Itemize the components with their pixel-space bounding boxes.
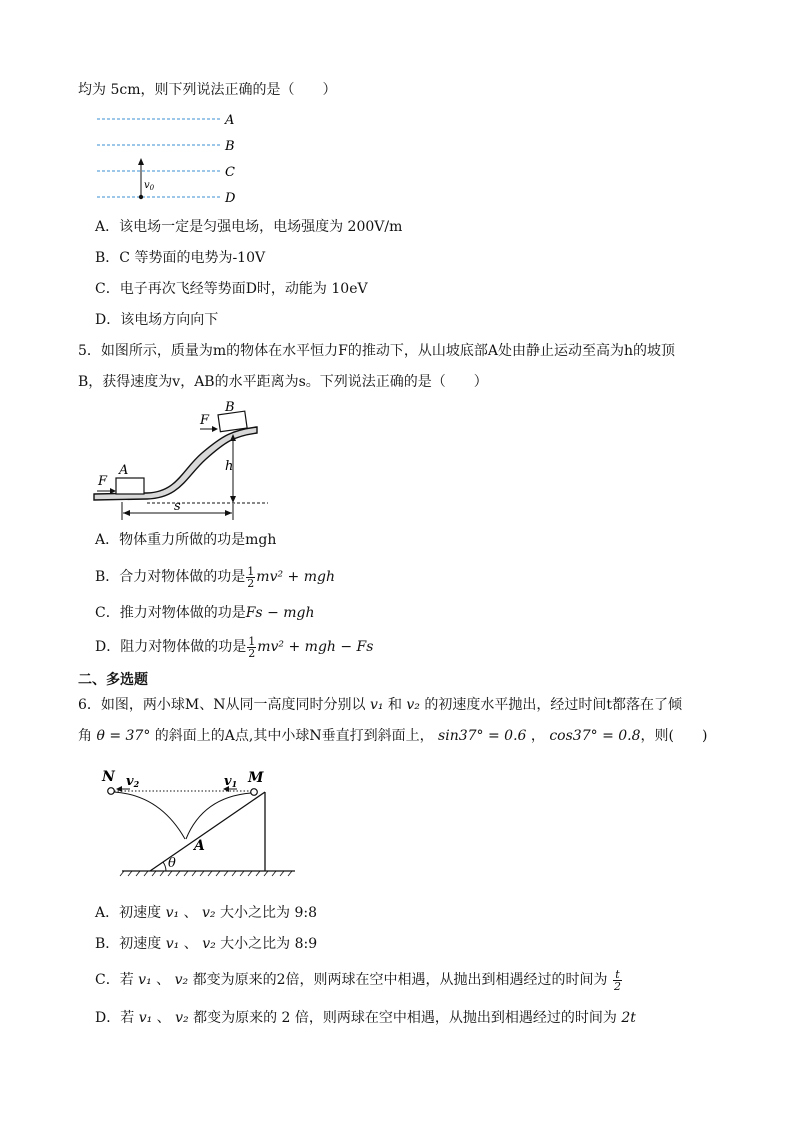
trajectory-n <box>114 792 185 839</box>
trajectory-m <box>186 793 251 839</box>
label-d: D <box>225 191 236 206</box>
ball-n <box>108 788 115 795</box>
q5-figure <box>92 398 282 523</box>
q5-option-b: B．合力对物体做的功是 $\frac{1}{2}$ mv² + mgh <box>95 564 335 590</box>
label-v1: v1 <box>224 774 238 789</box>
force-a-label: F <box>98 474 108 489</box>
label-a: A <box>225 113 235 128</box>
q4-option-a: A．该电场一定是匀强电场，电场强度为 200V/m <box>95 219 403 235</box>
q4-option-b: B．C 等势面的电势为-10V <box>95 250 266 266</box>
q6-figure <box>100 765 300 875</box>
ground-hatching <box>120 871 292 876</box>
label-theta: θ <box>168 856 176 871</box>
q6-option-d: D．若 v₁ 、 v₂ 都变为原来的 2 倍，则两球在空中相遇，从抛出到相遇经过的时间为 2t <box>95 1010 636 1026</box>
label-n: N <box>102 769 115 785</box>
ball-m <box>251 789 258 796</box>
q5-option-c: C．推力对物体做的功是Fs − mgh <box>95 605 315 621</box>
q4-option-d: D．该电场方向向下 <box>95 312 219 328</box>
q6-option-b: B．初速度 v₁ 、 v₂ 大小之比为 8:9 <box>95 936 318 952</box>
label-m: M <box>248 770 264 786</box>
fraction: $\frac{1}{2}$ <box>247 564 255 590</box>
label-point-a: A <box>194 838 205 854</box>
q5-option-a: A．物体重力所做的功是mgh <box>95 532 277 548</box>
block-a <box>116 478 144 494</box>
height-label: h <box>225 459 234 474</box>
label-v2: v2 <box>126 774 140 789</box>
q5-stem-line2: B，获得速度为v，AB的水平距离为s。下列说法正确的是（ ） <box>78 374 488 390</box>
q6-stem-line1: 6．如图，两小球M、N从同一高度同时分别以 v₁ 和 v₂ 的初速度水平抛出，经过时间t都落在了倾 <box>78 697 682 713</box>
angle-arc <box>163 862 166 871</box>
force-b-label: F <box>200 413 210 428</box>
q4-stem-tail: 均为 5cm，则下列说法正确的是（ ） <box>78 82 337 98</box>
v0-label: $v_0$ <box>144 180 155 192</box>
q5-option-d: D．阻力对物体做的功是 $\frac{1}{2}$ mv² + mgh − Fs <box>95 634 374 660</box>
section-title: 二、多选题 <box>78 672 148 688</box>
fraction: $\frac{1}{2}$ <box>248 634 256 660</box>
fraction: $\frac{t}{2}$ <box>613 967 621 993</box>
q4-figure <box>95 108 255 208</box>
distance-label: s <box>174 499 181 514</box>
label-c: C <box>225 165 235 180</box>
q6-option-a: A．初速度 v₁ 、 v₂ 大小之比为 9:8 <box>95 905 317 921</box>
q4-option-c: C．电子再次飞经等势面D时，动能为 10eV <box>95 281 368 297</box>
q6-stem-line2: 角 θ = 37° 的斜面上的A点,其中小球N垂直打到斜面上， sin37° = 0.6 ， cos37° = 0.8，则( ) <box>78 728 708 744</box>
label-b: B <box>225 139 235 154</box>
q5-stem-line1: 5．如图所示，质量为m的物体在水平恒力F的推动下，从山坡底部A处由静止运动至高为h的坡顶 <box>78 343 676 359</box>
label-a: A <box>119 463 129 478</box>
q6-option-c: C．若 v₁ 、 v₂ 都变为原来的2倍，则两球在空中相遇，从抛出到相遇经过的时间为 $\frac{t}{2}$ <box>95 967 621 993</box>
electron-dot <box>139 195 143 199</box>
velocity-arrowhead <box>138 158 144 165</box>
label-b: B <box>225 400 235 415</box>
